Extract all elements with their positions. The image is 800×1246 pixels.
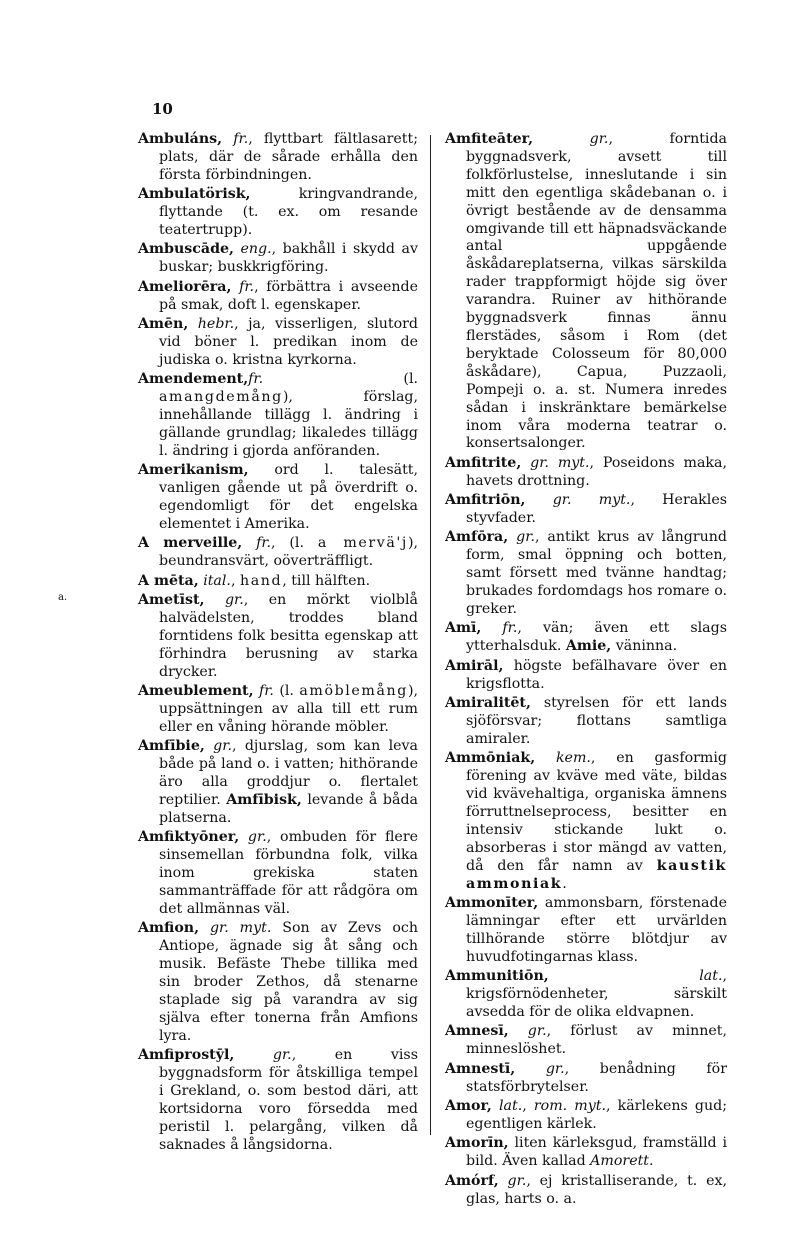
dictionary-entry [445, 455, 727, 491]
entry-text: a mervä'j [317, 535, 408, 552]
entry-text: , ja, visserligen, slutord vid böner l. predikan inom de judiska o. kristna kyrkorna. [159, 316, 419, 368]
dictionary-entry [445, 492, 727, 528]
dictionary-entry [445, 750, 727, 893]
entry-etymology: ital. [203, 572, 231, 589]
entry-text: , Herakles styvfader. [466, 492, 727, 527]
entry-text: , flyttbart fältlasarett; plats, där de sårade erhålla den första förbindningen. [159, 131, 418, 183]
entry-headword: Amī, [445, 620, 482, 637]
entry-headword: Amorīn, [445, 1135, 509, 1152]
entry-headword: Amfitrite, [445, 454, 522, 471]
entry-headword: Amfiktyōner, [138, 829, 240, 846]
dictionary-entry [138, 241, 418, 277]
entry-etymology: gr. [589, 131, 609, 147]
dictionary-entry [138, 573, 418, 591]
dictionary-entry [138, 535, 418, 571]
entry-text: , en mörkt violblå halvädelsten, troddes bland forntidens folk besitta egenskap att förhindra berusning av starka drycker. [159, 592, 418, 680]
entry-text: , förlust av minnet, minneslöshet. [466, 1023, 727, 1058]
entry-etymology: gr. myt. [209, 920, 272, 937]
entry-headword: Amfiprostȳl, [138, 1047, 235, 1064]
dictionary-entry [138, 279, 418, 315]
entry-text [549, 968, 700, 984]
entry-headword: Ammunitiōn, [445, 968, 549, 985]
entry-etymology: gr. [527, 1023, 547, 1040]
entry-text [234, 1047, 273, 1063]
entry-text: (l. [273, 683, 300, 700]
entry-etymology: gr. myt. [552, 492, 631, 509]
entry-text: styrelsen för ett lands sjöförsvar; flottans samtliga amiraler. [466, 695, 727, 747]
entry-subheadword: Amie, [565, 638, 612, 655]
entry-headword: Ameublement, [138, 683, 254, 700]
dictionary-entry [445, 1061, 727, 1097]
dictionary-entry [445, 658, 727, 694]
entry-etymology: fr. [239, 278, 255, 295]
entry-text [481, 620, 502, 636]
entry-text [492, 1098, 499, 1114]
left-column [138, 131, 418, 1156]
entry-etymology: gr. myt. [530, 454, 590, 471]
entry-text: , krigsförnödenheter, särskilt avsedda för de olika eldvapnen. [466, 968, 727, 1020]
dictionary-entry [138, 683, 418, 737]
entry-etymology: fr. [248, 371, 264, 388]
entry-headword: Amendement, [138, 371, 249, 388]
entry-text [239, 829, 248, 845]
entry-text: högste befälhavare över en krigsflotta. [466, 657, 727, 692]
entry-etymology: gr. [224, 592, 244, 609]
entry-text: (l. [263, 371, 418, 388]
entry-text: , benådning för statsförbrytelser. [466, 1060, 728, 1095]
entry-subheadword: Amfībisk, [226, 792, 302, 809]
entry-etymology: rom. myt. [533, 1098, 606, 1115]
dictionary-entry [138, 1047, 418, 1154]
entry-headword: Amēn, [138, 316, 189, 333]
entry-text: , antikt krus av långrund form, smal öppning och botten, samt försett med tvänne handtag; brukades fordomdags hos romare o. greker. [466, 529, 728, 618]
entry-etymology: gr. [213, 738, 232, 755]
entry-text: , forntida byggnadsverk, avsett till folkförlustelse, inneslutande i sin mitt den egentliga skådebanan o. i övrigt bestående av de densamma omgivande till ett häpnadsväckande antal uppgående åskådareplatserna, vilkas särskilda rader trappformigt höjde sig över varandra. Ruiner av hithörande byggnadsverk finnas ännu flerstädes, såsom i Rom (det beryktade Colosseum för 80,000 åskådare), Capua, Puzzaoli, Pompeji o. a. st. Numera inredes sådan i inskränktare bemärkelse inom våra moderna teatrar o. konsertsalonger. [466, 131, 727, 452]
entry-headword: A mēta, [138, 572, 199, 589]
entry-text: , till hälften. [282, 572, 371, 589]
entry-text: ord l. talesätt, vanligen gående ut på överdrift o. egendomligt för det engelska elementet i Amerika. [159, 462, 418, 533]
entry-headword: Amor, [445, 1098, 492, 1115]
entry-headword: Ambulatörisk, [138, 186, 251, 203]
entry-etymology: gr. [516, 529, 535, 546]
entry-headword: Amnestī, [445, 1060, 516, 1077]
entry-text [222, 131, 233, 147]
entry-etymology: gr. [545, 1060, 565, 1077]
entry-headword: Ammonīter, [445, 895, 539, 912]
entry-text: , en gasformig förening av kväve med väte, bildas vid kvävehaltiga, organiska ämnens förruttnelseprocess, besitter en intensiv stickande lukt o. absorberas i stor mängd av vatten, då den får namn av [466, 750, 727, 874]
entry-headword: Ametīst, [138, 592, 205, 609]
right-column [445, 131, 727, 1210]
entry-text [204, 592, 224, 608]
entry-text: , kärlekens gud; egentligen kärlek. [466, 1098, 727, 1132]
entry-text [499, 1173, 508, 1189]
entry-text: kaustik ammoniak [466, 857, 727, 892]
dictionary-entry [138, 371, 418, 461]
dictionary-entry [445, 968, 727, 1022]
entry-text [242, 535, 256, 551]
entry-text: , ombuden för flere sinsemellan förbundna folk, vilka inom grekiska staten sammanträffade för att rådgöra om det allmännas väl. [159, 829, 418, 918]
entry-text: ), beundransvärt, oöverträffligt. [159, 535, 418, 570]
entry-text: , Poseidons maka, havets drottning. [466, 454, 727, 489]
dictionary-entry [138, 186, 418, 240]
entry-text: ammonsbarn, förstenade lämningar efter ett urvärlden tillhörande större blötdjur av huvudfotingarnas klass. [466, 895, 727, 965]
entry-etymology: hebr. [197, 316, 235, 333]
entry-text [533, 131, 590, 147]
entry-text [535, 750, 556, 766]
entry-text [521, 455, 530, 471]
dictionary-entry [138, 316, 418, 370]
entry-headword: A merveille, [138, 535, 243, 552]
entry-headword: Amfiteāter, [445, 131, 534, 147]
entry-etymology: lat. [699, 968, 723, 985]
entry-text: , [522, 1098, 534, 1115]
entry-text: , en viss byggnadsform för åtskilliga tempel i Grekland, o. som bestod däri, att kortsidorna voro försedda med peristil l. pelargång, vilken då saknades å långsidorna. [159, 1047, 418, 1153]
entry-etymology: lat. [499, 1098, 523, 1115]
dictionary-entry [445, 1023, 727, 1059]
entry-headword: Amnesī, [445, 1023, 509, 1040]
column-divider [430, 135, 431, 1135]
page-number: 10 [152, 100, 173, 118]
dictionary-entry [445, 529, 727, 619]
entry-etymology: gr. [507, 1172, 527, 1189]
dictionary-entry [445, 1173, 727, 1209]
entry-text: . [562, 875, 567, 892]
entry-text [509, 1023, 528, 1039]
entry-etymology: fr. [233, 131, 249, 147]
entry-text: , vän; även ett slags ytterhalsduk. [466, 620, 727, 655]
entry-text [525, 492, 552, 508]
entry-text: levande å båda platserna. [159, 792, 419, 827]
dictionary-entry [445, 895, 727, 967]
dictionary-entry [138, 462, 418, 534]
entry-headword: Amfitriōn, [445, 492, 526, 509]
entry-etymology: fr. [258, 683, 274, 700]
entry-text: Son av Zevs och Antiope, ägnade sig åt sång och musik. Befäste Thebe tillika med sin broder Zethos, då stenarne staplade sig på varandra av sig själva efter tonerna från Amfions lyra. [159, 920, 418, 1044]
dictionary-entry [138, 131, 418, 185]
entry-text [199, 920, 210, 936]
entry-text: amöblemång [299, 683, 408, 700]
entry-headword: Amerikanism, [138, 462, 249, 479]
entry-text: , förbättra i avseende på smak, doft l. egenskaper. [159, 278, 419, 313]
entry-etymology: kem. [555, 750, 591, 767]
dictionary-entry [445, 131, 727, 453]
entry-text: , (l. [271, 535, 318, 552]
entry-text: amangdemång [159, 389, 283, 406]
dictionary-entry [138, 592, 418, 682]
entry-text: ), uppsättningen av alla till ett rum eller en våning hörande möbler. [159, 683, 418, 735]
dictionary-entry [138, 738, 418, 828]
dictionary-entry [445, 620, 727, 656]
entry-headword: Ameliorēra, [138, 278, 232, 295]
entry-etymology: Amorett. [590, 1153, 654, 1170]
entry-headword: Ambuscāde, [138, 241, 234, 258]
entry-text: hand [239, 572, 283, 589]
entry-etymology: gr. [272, 1047, 292, 1064]
entry-headword: Amfion, [138, 920, 200, 937]
dictionary-entry [445, 1098, 727, 1134]
entry-text: , bakhåll i skydd av buskar; buskkrigföring. [159, 241, 418, 276]
entry-text: , ej kristalliserande, t. ex, glas, harts o. a. [466, 1172, 727, 1207]
entry-text [188, 316, 197, 332]
dictionary-entry [445, 695, 727, 749]
entry-headword: Amórf, [445, 1172, 499, 1189]
dictionary-entry [138, 920, 418, 1045]
entry-headword: Amirāl, [445, 657, 504, 674]
dictionary-entry [138, 829, 418, 919]
entry-text: väninna. [611, 638, 678, 655]
entry-headword: Ambuláns, [138, 131, 223, 147]
entry-text [231, 279, 239, 295]
entry-text: , djurslag, som kan leva både på land o. i vatten; hithörande äro alla groddjur o. flertalet reptilier. [159, 738, 418, 809]
entry-headword: Ammōniak, [445, 750, 536, 767]
entry-headword: Amfōra, [445, 529, 509, 546]
entry-headword: Amfībie, [138, 738, 205, 755]
entry-text: liten kärleksgud, framställd i bild. Även kallad [466, 1135, 727, 1170]
entry-text: ), förslag, innehållande tillägg l. ändring i gällande grundlag; likaledes tillägg l. ändring i gjorda anföranden. [159, 389, 418, 459]
entry-text [515, 1061, 546, 1077]
entry-etymology: fr. [256, 535, 272, 552]
dictionary-entry [445, 1135, 727, 1171]
entry-text [508, 529, 516, 545]
entry-text [205, 738, 213, 754]
margin-mark: a. [58, 592, 68, 603]
entry-etymology: gr. [247, 829, 267, 846]
entry-etymology: fr. [502, 620, 518, 637]
entry-text: kringvandrande, flyttande (t. ex. om resande teatertrupp). [159, 186, 418, 239]
entry-text: , [230, 572, 240, 589]
entry-headword: Amiralitēt, [445, 695, 531, 712]
entry-etymology: eng. [240, 241, 272, 258]
